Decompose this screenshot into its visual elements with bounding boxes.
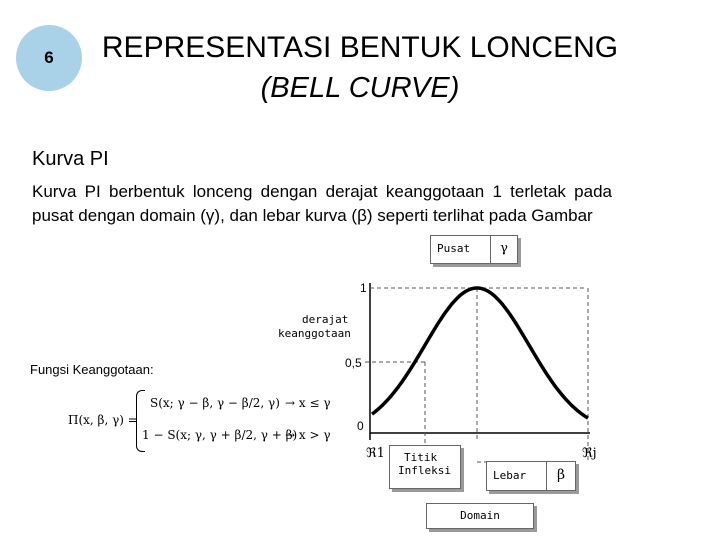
domain-label: Domain [460,509,500,522]
domain-box [426,503,534,529]
slide-number: 6 [44,48,54,67]
pusat-box [430,235,518,264]
formula-cond-2: → x > γ [285,428,331,442]
body-paragraph: Kurva PI berbentuk lonceng dengan derajat keanggotaan 1 terletak pada pusat dengan domain (γ), dan lebar kurva (β) seperti terlihat pada Gambar [32,182,612,225]
titik-infleksi-box [389,445,461,489]
formula-brace [136,390,145,452]
bell-curve [372,288,588,418]
formula-block [30,362,350,457]
formula-case-1: S(x; γ − β, γ − β/2, γ) [150,396,280,410]
formula-cond-1: → x ≤ γ [285,396,331,410]
pusat-label: Pusat [437,242,471,255]
formula-lhs: Π(x, β, γ) = [68,413,138,427]
infleksi-label: Infleksi [398,464,451,477]
y-axis-label-1: derajat [302,313,349,326]
y-axis-label-2: keanggotaan [278,327,351,340]
subheading: Kurva PI [32,148,109,170]
beta-symbol: β [546,462,575,490]
titik-label: Titik [404,451,438,464]
gamma-symbol: γ [490,236,517,263]
x-left-label: ℜ1 [366,446,385,461]
tick-05: 0,5 [345,356,362,370]
formula-heading: Fungsi Keanggotaan: [30,362,154,377]
title-line-2: (BELL CURVE) [260,72,460,104]
x-right-label: ℜj [582,446,597,461]
title-line-1: REPRESENTASI BENTUK LONCENG [101,31,619,64]
lebar-label: Lebar [493,469,527,482]
formula-case-2: 1 − S(x; γ, γ + β/2, γ + β) [142,428,298,442]
tick-1: 1 [360,281,367,295]
lebar-box [486,461,576,491]
tick-0: 0 [357,419,364,433]
